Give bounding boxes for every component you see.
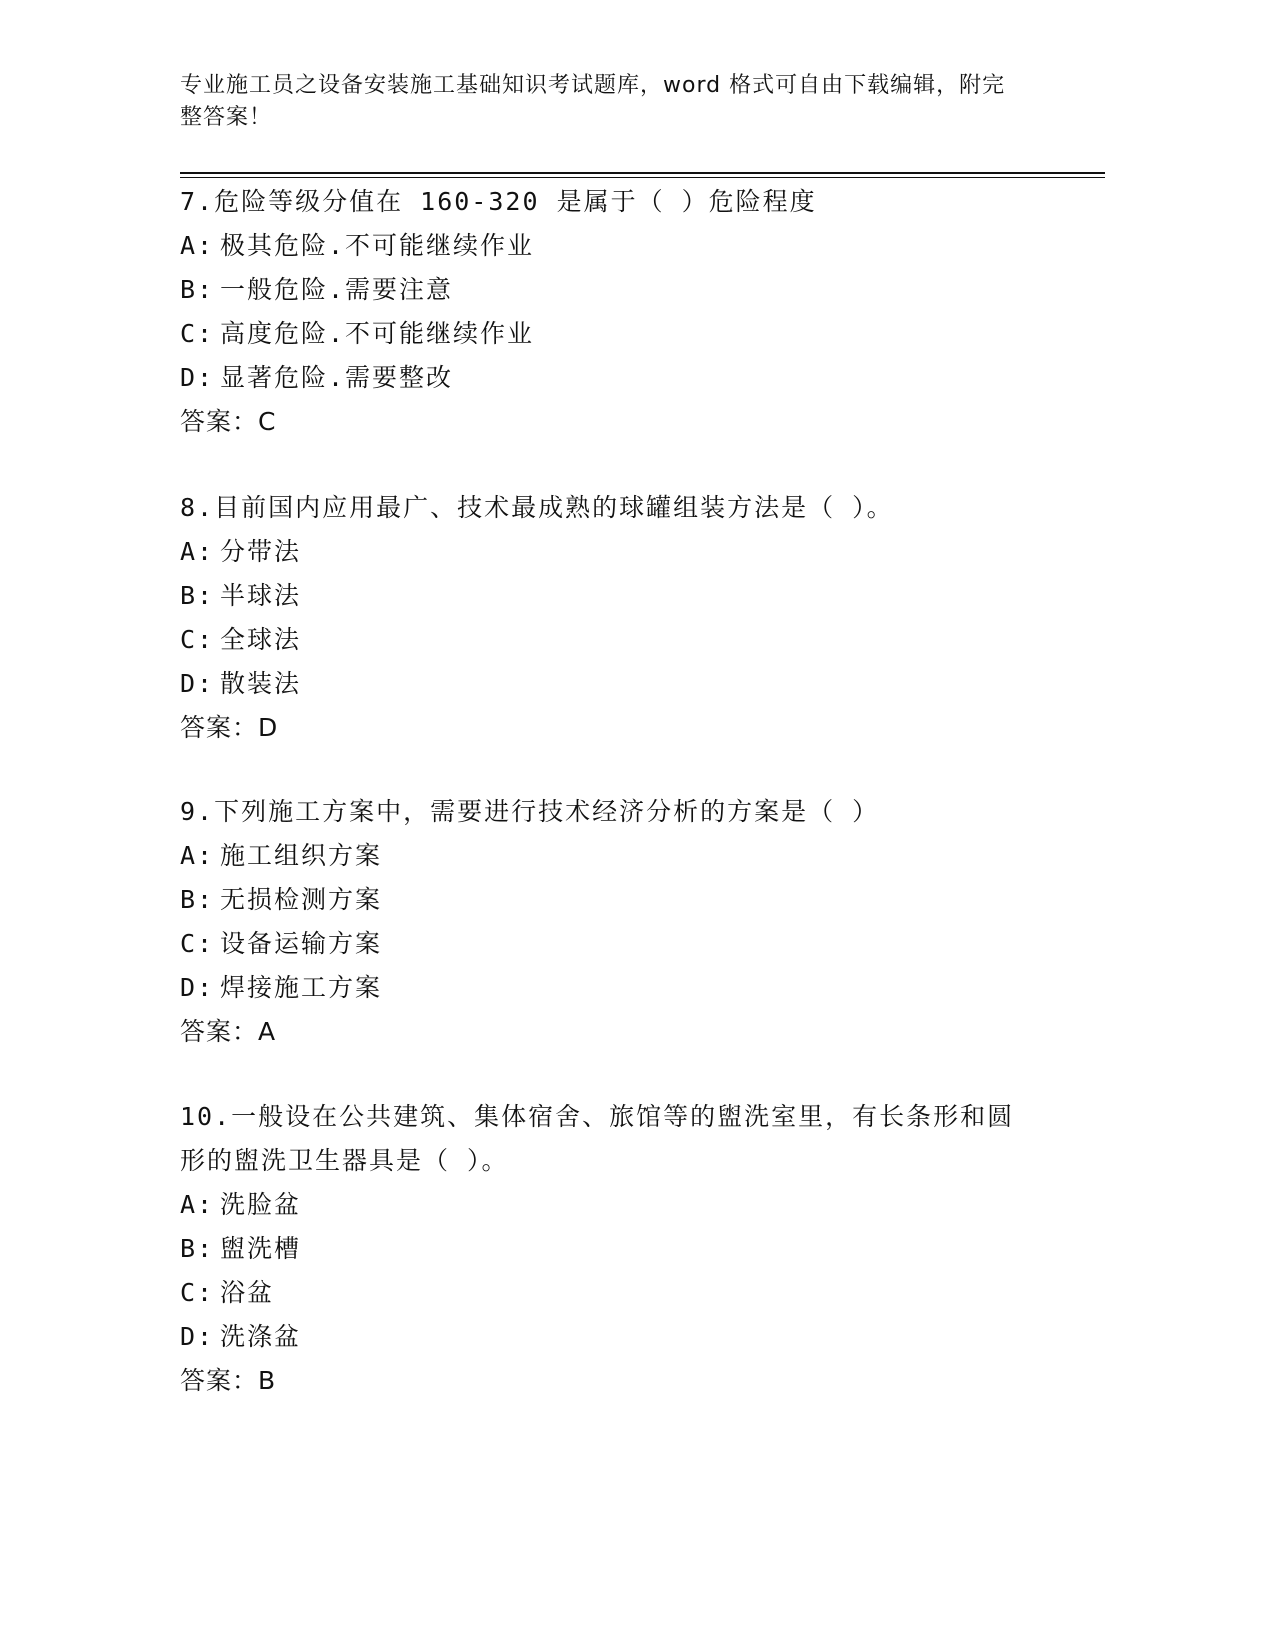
header-line-2: 整答案！ — [180, 105, 273, 130]
question-stem-line-2: 形的盥洗卫生器具是（ ）。 — [180, 1146, 509, 1175]
option-a — [180, 530, 1060, 574]
option-text: 施工组织方案 — [220, 841, 383, 870]
option-text: 显著危险.需要整改 — [220, 363, 454, 392]
answer: 答案：B — [180, 1366, 277, 1395]
option-d — [180, 356, 1060, 400]
option-letter: A: — [180, 537, 215, 566]
answer: 答案：D — [180, 713, 279, 742]
option-text: 散装法 — [220, 669, 302, 698]
option-b — [180, 878, 1060, 922]
option-letter: B: — [180, 581, 215, 610]
question-7 — [180, 180, 1060, 444]
option-d — [180, 662, 1060, 706]
option-letter: B: — [180, 885, 215, 914]
option-c — [180, 922, 1060, 966]
option-text: 焊接施工方案 — [220, 973, 383, 1002]
option-a — [180, 224, 1060, 268]
option-letter: D: — [180, 1322, 215, 1351]
option-text: 浴盆 — [220, 1278, 275, 1307]
option-b — [180, 1227, 1060, 1271]
option-b — [180, 574, 1060, 618]
answer: 答案：C — [180, 407, 277, 436]
option-letter: A: — [180, 1190, 215, 1219]
option-letter: A: — [180, 841, 215, 870]
option-letter: D: — [180, 973, 215, 1002]
option-letter: B: — [180, 1234, 215, 1263]
option-text: 无损检测方案 — [220, 885, 383, 914]
question-stem: 8.目前国内应用最广、技术最成熟的球罐组装方法是（ ）。 — [180, 493, 894, 522]
option-letter: C: — [180, 1278, 215, 1307]
document-header — [180, 70, 1040, 134]
option-c — [180, 1271, 1060, 1315]
header-line-1: 专业施工员之设备安装施工基础知识考试题库，word 格式可自由下载编辑，附完 — [180, 73, 1006, 98]
header-divider-thick — [180, 172, 1105, 174]
option-letter: C: — [180, 929, 215, 958]
question-9 — [180, 790, 1060, 1054]
option-text: 盥洗槽 — [220, 1234, 302, 1263]
question-8 — [180, 486, 1060, 750]
option-text: 一般危险.需要注意 — [220, 275, 454, 304]
question-stem: 9.下列施工方案中，需要进行技术经济分析的方案是（ ） — [180, 797, 880, 826]
option-letter: D: — [180, 669, 215, 698]
option-c — [180, 312, 1060, 356]
question-stem-line-1: 10.一般设在公共建筑、集体宿舍、旅馆等的盥洗室里，有长条形和圆 — [180, 1102, 1015, 1131]
option-text: 极其危险.不可能继续作业 — [220, 231, 535, 260]
option-text: 分带法 — [220, 537, 302, 566]
option-b — [180, 268, 1060, 312]
option-letter: B: — [180, 275, 215, 304]
question-10 — [180, 1095, 1060, 1403]
option-letter: C: — [180, 319, 215, 348]
option-letter: A: — [180, 231, 215, 260]
option-a — [180, 1183, 1060, 1227]
answer: 答案：A — [180, 1017, 277, 1046]
option-a — [180, 834, 1060, 878]
option-c — [180, 618, 1060, 662]
option-d — [180, 966, 1060, 1010]
header-divider-thin — [180, 177, 1105, 178]
option-d — [180, 1315, 1060, 1359]
question-stem: 7.危险等级分值在 160-320 是属于（ ）危险程度 — [180, 187, 817, 216]
option-text: 半球法 — [220, 581, 302, 610]
option-text: 设备运输方案 — [220, 929, 383, 958]
option-text: 全球法 — [220, 625, 302, 654]
option-text: 洗脸盆 — [220, 1190, 302, 1219]
option-letter: C: — [180, 625, 215, 654]
option-text: 洗涤盆 — [220, 1322, 302, 1351]
option-text: 高度危险.不可能继续作业 — [220, 319, 535, 348]
option-letter: D: — [180, 363, 215, 392]
